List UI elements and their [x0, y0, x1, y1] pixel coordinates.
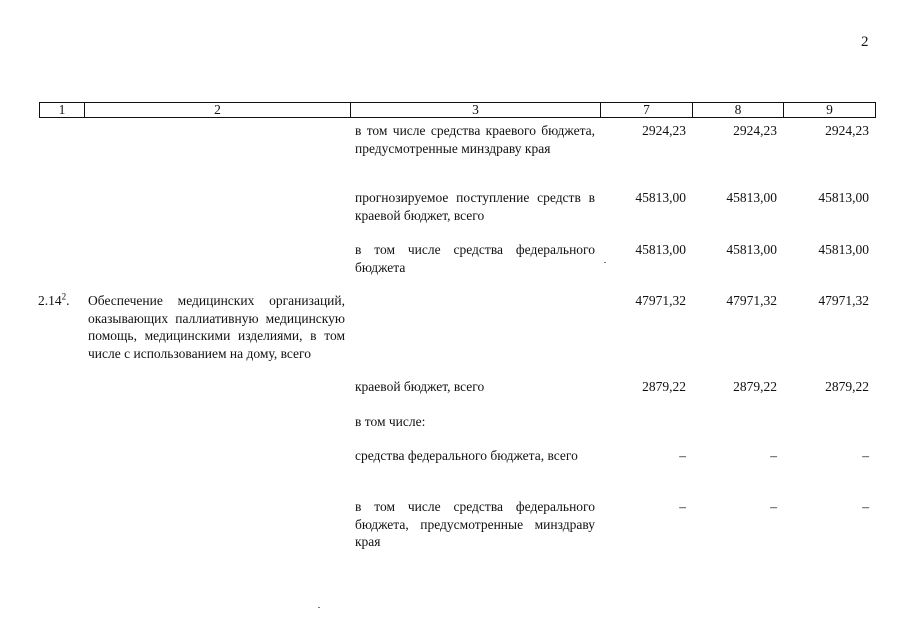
- page-number: 2: [861, 34, 869, 50]
- scan-speck: [318, 607, 320, 608]
- row-value-col8: –: [770, 448, 777, 463]
- table-header: [39, 102, 876, 118]
- row-value-col7: –: [679, 448, 686, 463]
- header-col-1: 1: [40, 103, 85, 117]
- row-value-col8: 2879,22: [733, 379, 777, 394]
- row-value-col9: 45813,00: [818, 242, 869, 257]
- row-value-col8: 47971,32: [726, 293, 777, 308]
- row-value-col7: 47971,32: [635, 293, 686, 308]
- row-value-col9: –: [862, 499, 869, 514]
- row-value-col8: 45813,00: [726, 242, 777, 257]
- row-description: прогнозируемое поступление средств в краевой бюджет, всего: [355, 190, 595, 223]
- header-col-9: 9: [826, 102, 833, 117]
- row-code: [38, 292, 84, 310]
- row-description: в том числе средства федерального бюджета: [355, 242, 595, 275]
- header-col-3: 3: [351, 103, 601, 117]
- row-value-col7: 45813,00: [635, 190, 686, 205]
- row-value-col7: –: [679, 499, 686, 514]
- row-description: в том числе средства краевого бюджета, предусмотренные минздраву края: [355, 123, 595, 156]
- row-value-col9: 2879,22: [825, 379, 869, 394]
- row-value-col7: 2879,22: [642, 379, 686, 394]
- row-description: в том числе:: [355, 414, 426, 429]
- header-col-7: 7: [601, 103, 693, 117]
- row-description: средства федерального бюджета, всего: [355, 448, 578, 463]
- row-value-col9: 2924,23: [825, 123, 869, 138]
- row-value-col9: 47971,32: [818, 293, 869, 308]
- row-value-col8: 45813,00: [726, 190, 777, 205]
- row-name: Обеспечение медицинских организаций, оказывающих паллиативную медицинскую помощь, медицинскими изделиями, в том числе с использованием на дому, всего: [88, 293, 345, 361]
- row-value-col7: 45813,00: [635, 242, 686, 257]
- row-value-col7: 2924,23: [642, 123, 686, 138]
- header-col-8: 8: [693, 103, 784, 117]
- row-value-col9: –: [862, 448, 869, 463]
- scan-speck: [604, 262, 606, 263]
- row-description: в том числе средства федерального бюджета, предусмотренные минздраву края: [355, 499, 595, 549]
- row-value-col8: –: [770, 499, 777, 514]
- header-col-2: 2: [85, 103, 351, 117]
- row-value-col8: 2924,23: [733, 123, 777, 138]
- row-code-main: 2.14: [38, 293, 62, 308]
- row-code-suffix: .: [66, 293, 70, 308]
- row-description: краевой бюджет, всего: [355, 379, 485, 394]
- row-value-col9: 45813,00: [818, 190, 869, 205]
- row-code-superscript: 2: [61, 291, 67, 302]
